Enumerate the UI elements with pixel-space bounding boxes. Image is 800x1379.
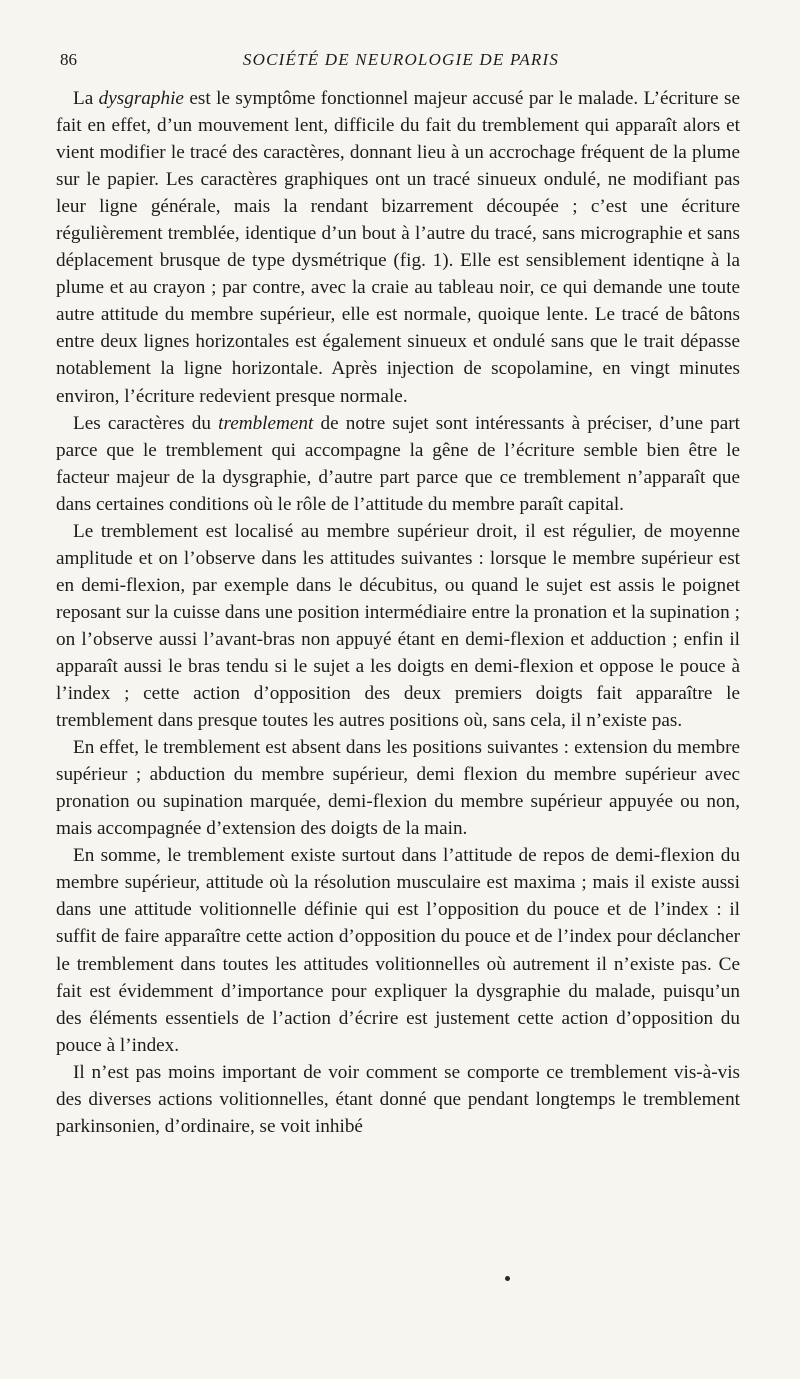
emphasis-dysgraphie: dysgraphie <box>98 88 184 109</box>
paragraph-somme: En somme, le tremblement existe surtout dans l’attitude de repos de demi-flexion du membre supérieur, attitude où la résolution musculaire est maxima ; mais il existe aussi dans une attitude volitionnelle définie qui est l’opposition du pouce et de l’index : il suffit de faire apparaître cette action d’opposition du pouce et de l’index pour déclancher le tremblement dans toutes les attitudes volitionnelles où autrement il n’existe pas. Ce fait est évidemment d’importance pour expliquer la dysgraphie du malade, puisqu’un des éléments essentiels de l’action d’écrire est justement cette action d’opposition du pouce à l’index. <box>56 845 740 1056</box>
article-body <box>56 85 740 1140</box>
paragraph-lead: Les caractères du <box>73 412 219 434</box>
emphasis-tremblement: tremblement <box>218 412 314 434</box>
paragraph-text: de notre sujet sont intéressants à préciser, d’une part parce que le tremblement qui accompagne la gêne de l’écriture semble bien être le facteur majeur de la dysgraphie, d’autre part parce que ce tremblement n’apparaît que dans certaines conditions où le rôle de l’attitude du membre paraît capital. <box>56 412 740 515</box>
page-number: 86 <box>60 50 77 69</box>
ink-dot <box>505 1276 510 1281</box>
paragraph-text: est le symptôme fonctionnel majeur accusé par le malade. L’écriture se fait en effet, d’un mouvement lent, difficile du fait du tremblement qui apparaît alors et vient modifier le tracé des caractères, donnant lieu à un accrochage fréquent de la plume sur le papier. Les caractères graphiques ont un tracé sinueux ondulé, ne modifiant pas leur ligne générale, mais la rendant bizarrement découpée ; c’est une écriture régulièrement tremblée, identique d’un bout à l’autre du tracé, sans micrographie et sans déplacement brusque de type dysmétrique (fig. 1). Elle est sensiblement identiqne à la plume et au crayon ; par contre, avec la craie au tableau noir, ce qui demande une toute autre attitude du membre supérieur, elle est normale, quoique lente. Le tracé de bâtons entre deux lignes horizontales est également sinueux et ondulé sans que le trait dépasse notablement la ligne horizontale. Après injection de scopolamine, en vingt minutes environ, l’écriture redevient presque normale. <box>56 88 740 407</box>
paragraph-absence: En effet, le tremblement est absent dans les positions suivantes : extension du membre supérieur ; abduction du membre supérieur, demi flexion du membre supérieur avec pronation ou supination marquée, demi-flexion du membre supérieur appuyée ou non, mais accompagnée d’extension des doigts de la main. <box>56 737 740 840</box>
paragraph-volition: Il n’est pas moins important de voir comment se comporte ce tremblement vis-à-vis des diverses actions volitionnelles, étant donné que pendant longtemps le tremblement parkinsonien, d’ordinaire, se voit inhibé <box>56 1061 740 1137</box>
paragraph-lead: La <box>73 88 99 109</box>
paragraph-tremblement <box>56 410 740 518</box>
running-title: SOCIÉTÉ DE NEUROLOGIE DE PARIS <box>242 50 560 69</box>
paragraph-localisation: Le tremblement est localisé au membre supérieur droit, il est régulier, de moyenne amplitude et on l’observe dans les attitudes suivantes : lorsque le membre supérieur est en demi-flexion, par exemple dans le décubitus, ou quand le sujet est assis le poignet reposant sur la cuisse dans une position intermédiaire entre la pronation et la supination ; on l’observe aussi l’avant-bras non appuyé étant en demi-flexion et adduction ; enfin il apparaît aussi le bras tendu si le sujet a les doigts en demi-flexion et oppose le pouce à l’index ; cette action d’opposition des deux premiers doigts fait apparaître le tremblement dans presque toutes les autres positions où, sans cela, il n’existe pas. <box>56 520 740 732</box>
paragraph-dysgraphie <box>56 85 740 410</box>
